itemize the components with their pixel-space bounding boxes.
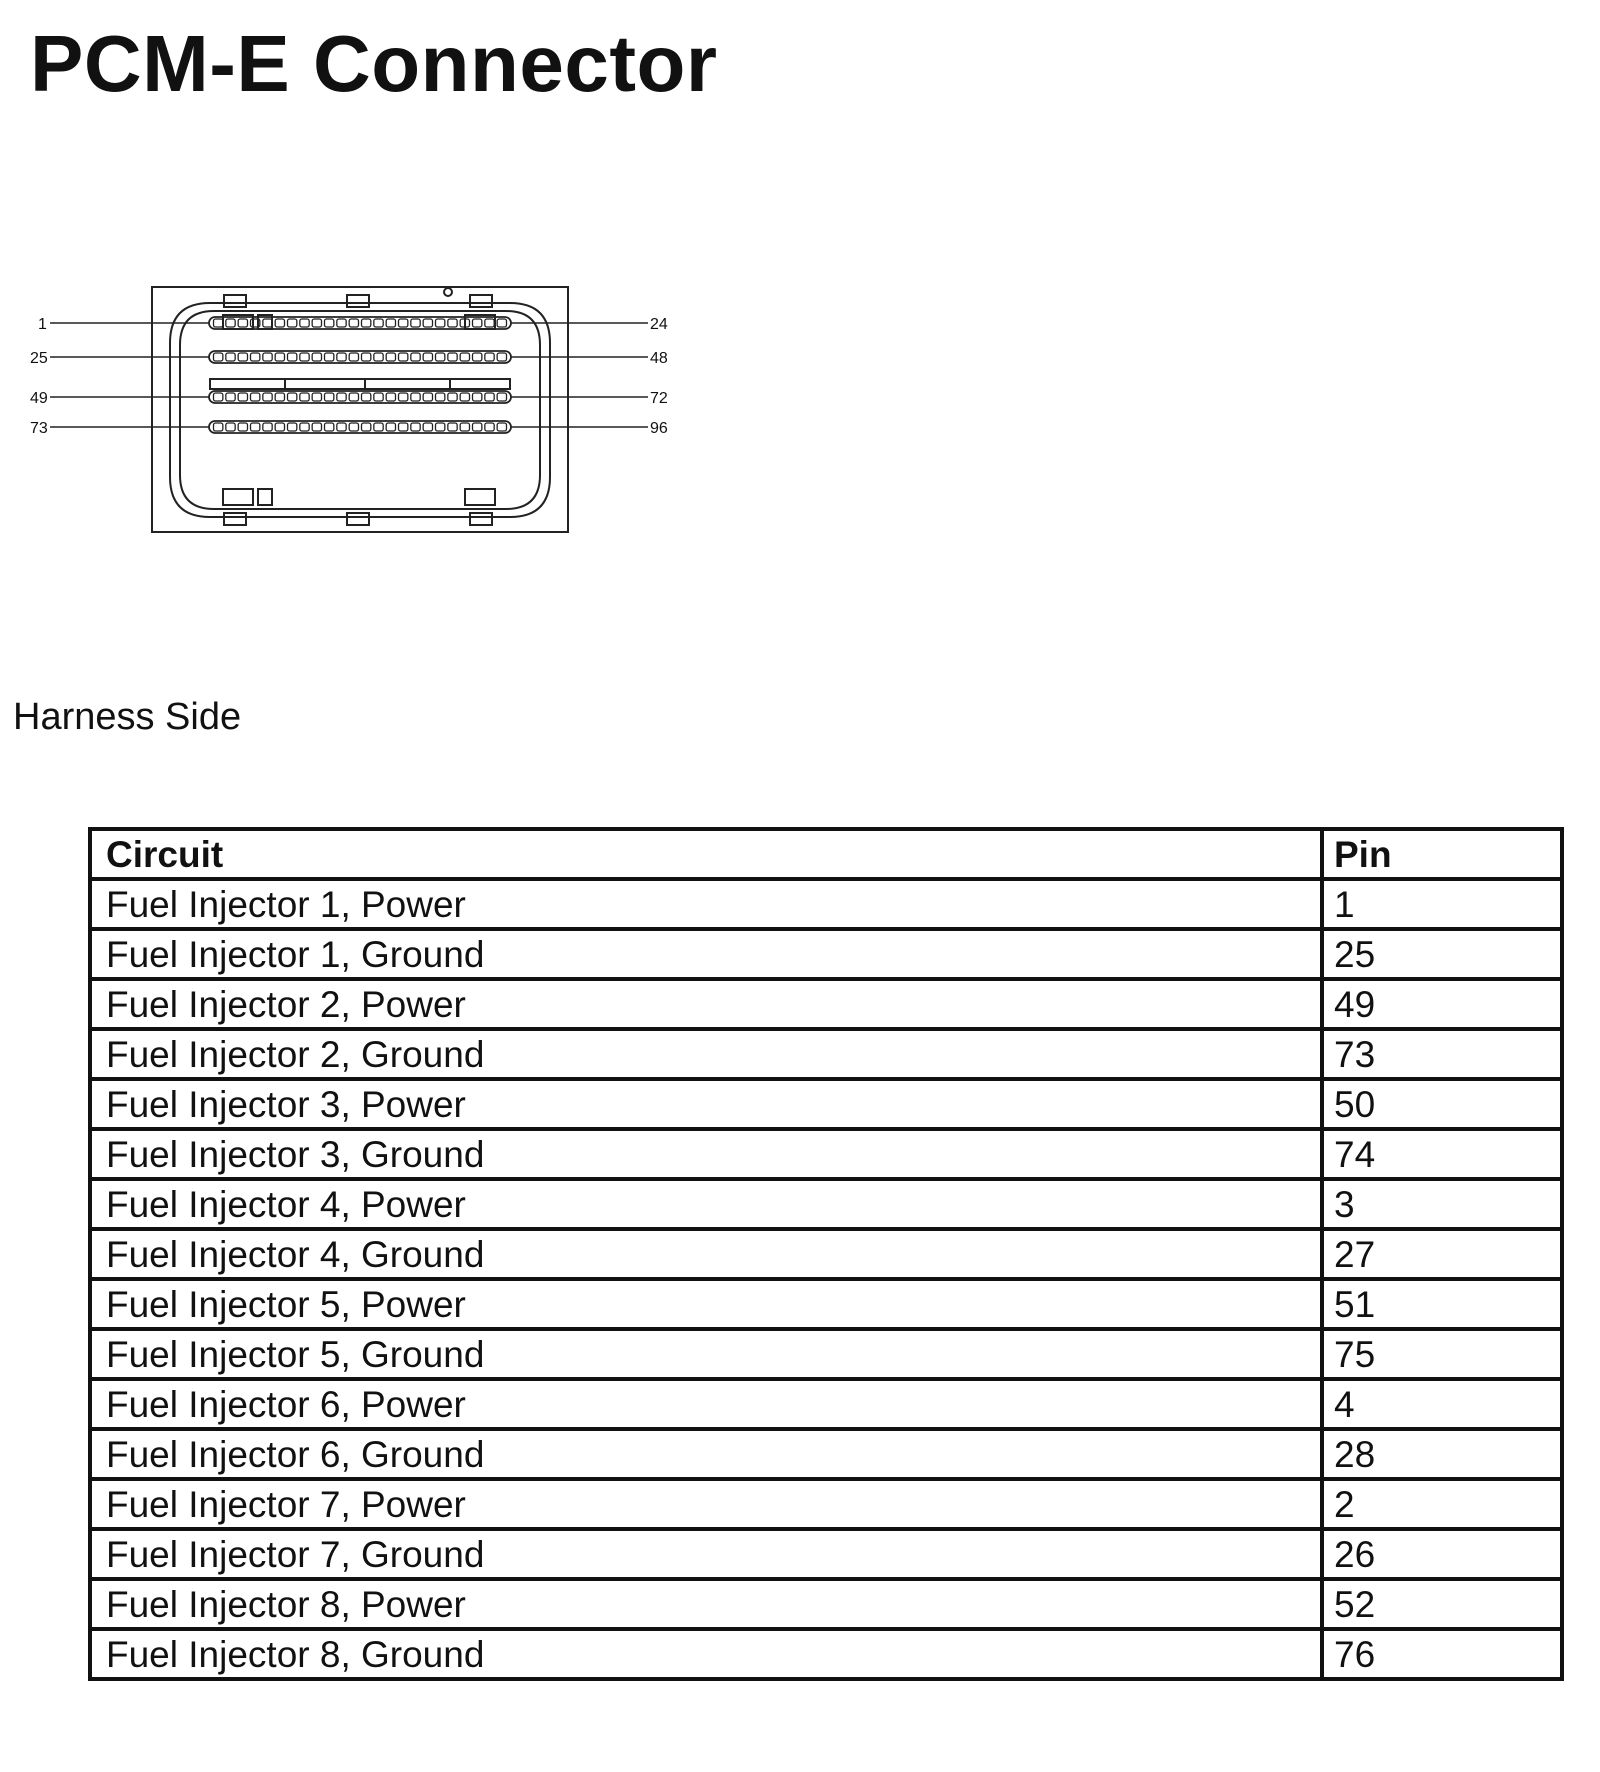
pin-column-header: Pin [1322,829,1562,879]
pin-cavity [251,393,260,401]
pin-cavity [349,393,358,401]
pin-cavity [497,353,506,361]
row1-left-label: 1 [38,316,47,333]
pin-cell: 2 [1322,1479,1562,1529]
pin-cavity [448,393,457,401]
pin-cavity [337,353,346,361]
pin-cavity [214,353,223,361]
latch-bottom-left [224,513,246,525]
pin-cavity [238,423,247,431]
pin-cell: 4 [1322,1379,1562,1429]
pin-cavity [399,353,408,361]
pin-cavity [362,319,371,327]
table-row [90,929,1562,979]
pin-cavity [362,423,371,431]
pin-cavity [386,319,395,327]
lock-tab-bottom-right [465,489,495,505]
pin-cavity [288,393,297,401]
circuit-cell: Fuel Injector 2, Power [90,979,1322,1029]
pin-cavity [473,353,482,361]
latch-bottom-center [347,513,369,525]
pin-rows [209,317,511,433]
pin-cell: 51 [1322,1279,1562,1329]
latch-top-left [224,295,246,307]
pin-cavity [497,319,506,327]
pin-cavity [460,393,469,401]
latch-top-center [347,295,369,307]
pin-cavity [473,319,482,327]
pin-cell: 52 [1322,1579,1562,1629]
pin-cavity [238,353,247,361]
pin-cell: 25 [1322,929,1562,979]
pin-cavity [300,319,309,327]
pin-table-body [90,879,1562,1679]
key-mark-top [444,288,452,296]
pin-cavity [263,393,272,401]
pin-cavity [325,423,334,431]
row4-left-label: 73 [30,420,48,437]
row-divider [210,379,510,389]
connector-shroud-inner [180,311,540,509]
pin-cavity [423,423,432,431]
pin-cavity [411,353,420,361]
pin-cavity [275,319,284,327]
pin-cavity [423,353,432,361]
row3-left-label: 49 [30,390,48,407]
circuit-cell: Fuel Injector 4, Ground [90,1229,1322,1279]
pin-cavity [325,393,334,401]
pin-cavity [399,393,408,401]
table-row [90,1479,1562,1529]
pin-cavity [386,423,395,431]
pin-cell: 74 [1322,1129,1562,1179]
pin-cavity [263,353,272,361]
pin-cavity [312,319,321,327]
circuit-cell: Fuel Injector 1, Ground [90,929,1322,979]
pin-cavity [226,353,235,361]
connector-diagram [20,285,700,550]
pin-cavity [226,319,235,327]
table-header-row [90,829,1562,879]
pin-cavity [214,423,223,431]
pin-cavity [448,353,457,361]
pin-cavity [300,393,309,401]
connector-shroud [170,303,550,517]
circuit-cell: Fuel Injector 3, Ground [90,1129,1322,1179]
pin-cell: 75 [1322,1329,1562,1379]
circuit-cell: Fuel Injector 8, Ground [90,1629,1322,1679]
pin-cavity [485,353,494,361]
pin-cavity [436,353,445,361]
pin-cavity [460,353,469,361]
pin-cavity [374,319,383,327]
pin-cavity [288,423,297,431]
table-row [90,1229,1562,1279]
pin-cell: 1 [1322,879,1562,929]
table-row [90,1379,1562,1429]
circuit-cell: Fuel Injector 7, Power [90,1479,1322,1529]
pin-cavity [337,393,346,401]
pin-cavity [423,393,432,401]
pin-cavity [300,353,309,361]
table-row [90,1129,1562,1179]
pin-cavity [497,393,506,401]
pin-cavity [436,423,445,431]
pin-cavity [312,423,321,431]
circuit-column-header: Circuit [90,829,1322,879]
circuit-cell: Fuel Injector 6, Ground [90,1429,1322,1479]
pin-cell: 76 [1322,1629,1562,1679]
circuit-cell: Fuel Injector 4, Power [90,1179,1322,1229]
table-row [90,1529,1562,1579]
table-row [90,1079,1562,1129]
pin-cavity [485,393,494,401]
pin-cavity [251,423,260,431]
pin-cavity [263,423,272,431]
latch-top-right [470,295,492,307]
pin-cavity [275,423,284,431]
pin-cell: 26 [1322,1529,1562,1579]
pin-cavity [386,353,395,361]
pin-cavity [399,423,408,431]
table-row [90,979,1562,1029]
pin-cavity [349,319,358,327]
pin-cavity [436,319,445,327]
circuit-cell: Fuel Injector 1, Power [90,879,1322,929]
pin-cavity [411,423,420,431]
pin-cavity [374,353,383,361]
row1-right-label: 24 [650,316,668,333]
connector-housing [152,287,568,532]
pin-cell: 50 [1322,1079,1562,1129]
circuit-cell: Fuel Injector 5, Ground [90,1329,1322,1379]
row4-right-label: 96 [650,420,668,437]
pin-cavity [226,393,235,401]
pin-cell: 73 [1322,1029,1562,1079]
pin-cavity [460,423,469,431]
pin-cavity [325,319,334,327]
page-title: PCM-E Connector [30,19,718,108]
pin-cavity [374,423,383,431]
pin-cavity [411,393,420,401]
pin-cell: 28 [1322,1429,1562,1479]
pin-cavity [485,423,494,431]
row3-right-label: 72 [650,390,668,407]
circuit-cell: Fuel Injector 3, Power [90,1079,1322,1129]
pin-cavity [485,319,494,327]
latch-bottom-right [470,513,492,525]
circuit-cell: Fuel Injector 5, Power [90,1279,1322,1329]
table-row [90,879,1562,929]
pin-cell: 27 [1322,1229,1562,1279]
pin-cavity [374,393,383,401]
pin-cavity [251,353,260,361]
row2-left-label: 25 [30,350,48,367]
pin-cavity [325,353,334,361]
pin-cavity [399,319,408,327]
row2-right-label: 48 [650,350,668,367]
pin-cavity [337,319,346,327]
connector-view-label: Harness Side [13,696,242,738]
pin-cavity [337,423,346,431]
pin-cavity [288,319,297,327]
pin-cavity [448,319,457,327]
pin-table [88,827,1564,1681]
table-row [90,1329,1562,1379]
pin-cavity [349,353,358,361]
pin-cavity [423,319,432,327]
pin-cavity [436,393,445,401]
pin-cavity [226,423,235,431]
pin-cavity [362,393,371,401]
pin-cavity [238,319,247,327]
pin-cavity [312,353,321,361]
table-row [90,1179,1562,1229]
pin-cavity [263,319,272,327]
table-row [90,1029,1562,1079]
circuit-cell: Fuel Injector 6, Power [90,1379,1322,1429]
table-row [90,1629,1562,1679]
leader-lines [50,323,648,427]
pin-cavity [312,393,321,401]
pin-cavity [349,423,358,431]
pin-cavity [238,393,247,401]
pin-cavity [275,393,284,401]
table-row [90,1579,1562,1629]
pin-cavity [288,353,297,361]
circuit-cell: Fuel Injector 7, Ground [90,1529,1322,1579]
pin-cell: 3 [1322,1179,1562,1229]
table-row [90,1429,1562,1479]
pin-cavity [275,353,284,361]
pin-cavity [300,423,309,431]
pin-cell: 49 [1322,979,1562,1029]
circuit-cell: Fuel Injector 8, Power [90,1579,1322,1629]
lock-tab-bottom-small [258,489,272,505]
pin-cavity [411,319,420,327]
pin-cavity [473,393,482,401]
pin-cavity [362,353,371,361]
circuit-cell: Fuel Injector 2, Ground [90,1029,1322,1079]
pin-cavity [386,393,395,401]
pin-cavity [214,393,223,401]
pin-cavity [214,319,223,327]
lock-tab-bottom-left [223,489,253,505]
pin-cavity [497,423,506,431]
table-row [90,1279,1562,1329]
pin-cavity [473,423,482,431]
pin-cavity [448,423,457,431]
